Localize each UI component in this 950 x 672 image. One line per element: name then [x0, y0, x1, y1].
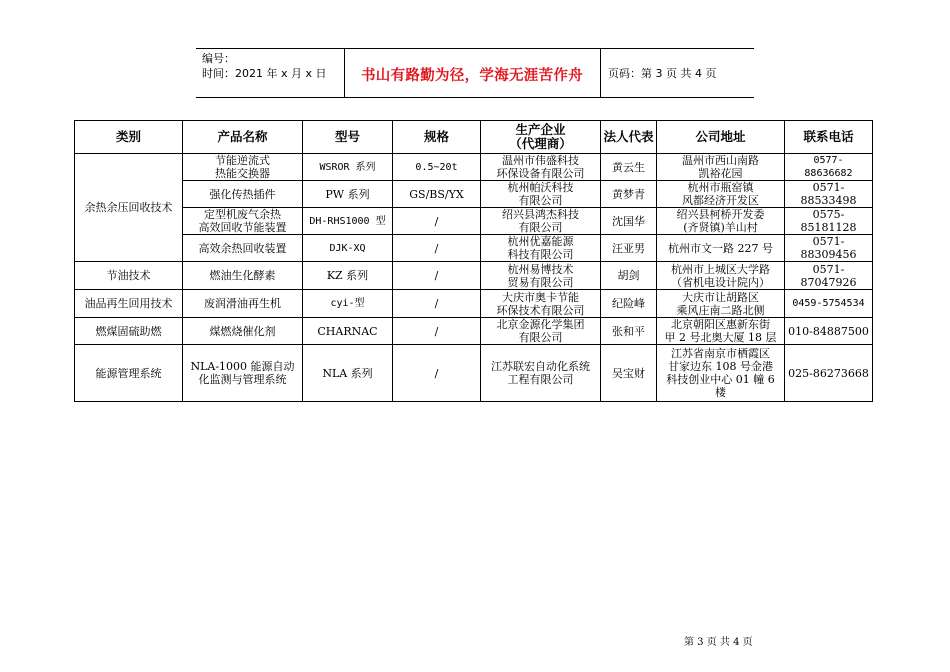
model-cell: KZ 系列	[303, 262, 393, 290]
document-time-label: 时间：2021 年 x 月 x 日	[202, 67, 327, 80]
product-name-cell: 节能逆流式 热能交换器	[183, 154, 303, 181]
legal-rep-cell: 吴宝财	[601, 345, 657, 402]
address-cell: 北京朝阳区惠新东街 甲 2 号北奥大厦 18 层	[657, 318, 785, 345]
product-name-cell: 燃油生化酵素	[183, 262, 303, 290]
table-row	[75, 290, 873, 318]
spec-cell: /	[393, 345, 481, 402]
header-meta	[202, 51, 327, 81]
legal-rep-cell: 纪险峰	[601, 290, 657, 318]
manufacturer-cell: 江苏联宏自动化系统 工程有限公司	[481, 345, 601, 402]
product-name-cell: 强化传热插件	[183, 181, 303, 208]
legal-rep-cell: 黄梦青	[601, 181, 657, 208]
product-table	[74, 120, 873, 402]
address-cell: 杭州市文一路 227 号	[657, 235, 785, 262]
address-cell: 江苏省南京市栖霞区 甘家边东 108 号金港 科技创业中心 01 幢 6 楼	[657, 345, 785, 402]
table-header-row	[75, 121, 873, 154]
category-cell: 油品再生回用技术	[75, 290, 183, 318]
category-cell: 燃煤固硫助燃	[75, 318, 183, 345]
model-cell: WSROR 系列	[303, 154, 393, 181]
manufacturer-cell: 大庆市奥卡节能 环保技术有限公司	[481, 290, 601, 318]
phone-cell: 010-84887500	[785, 318, 873, 345]
header-motto: 书山有路勤为径，学海无涯苦作舟	[361, 68, 583, 84]
spec-cell: /	[393, 235, 481, 262]
table-row	[75, 208, 873, 235]
model-cell: DJK-XQ	[303, 235, 393, 262]
column-header-spec: 规格	[393, 121, 481, 154]
category-cell: 余热余压回收技术	[75, 154, 183, 262]
table-row	[75, 345, 873, 402]
address-cell: 杭州市瓶窑镇 风都经济开发区	[657, 181, 785, 208]
table-row	[75, 262, 873, 290]
phone-cell: 0571-88533498	[785, 181, 873, 208]
product-name-cell: 定型机废气余热 高效回收节能装置	[183, 208, 303, 235]
product-name-cell: 废润滑油再生机	[183, 290, 303, 318]
spec-cell: /	[393, 318, 481, 345]
manufacturer-cell: 温州市伟盛科技 环保设备有限公司	[481, 154, 601, 181]
page-header	[196, 48, 754, 98]
legal-rep-cell: 张和平	[601, 318, 657, 345]
spec-cell: /	[393, 290, 481, 318]
spec-cell: /	[393, 208, 481, 235]
model-cell: DH-RHS1000 型	[303, 208, 393, 235]
column-header-category: 类别	[75, 121, 183, 154]
category-cell: 能源管理系统	[75, 345, 183, 402]
category-cell: 节油技术	[75, 262, 183, 290]
legal-rep-cell: 黄云生	[601, 154, 657, 181]
table-row	[75, 235, 873, 262]
page-footer: 第 3 页 共 4 页	[684, 637, 753, 648]
manufacturer-cell: 杭州优嘉能源 科技有限公司	[481, 235, 601, 262]
product-name-cell: 高效余热回收装置	[183, 235, 303, 262]
address-cell: 绍兴县柯桥开发委 (齐贤镇)羊山村	[657, 208, 785, 235]
phone-cell: 0571-88309456	[785, 235, 873, 262]
header-page-number: 页码：第 3 页 共 4 页	[608, 67, 717, 80]
phone-cell: 0577- 88636682	[785, 154, 873, 181]
spec-cell: GS/BS/YX	[393, 181, 481, 208]
phone-cell: 0459-5754534	[785, 290, 873, 318]
column-header-product-name: 产品名称	[183, 121, 303, 154]
phone-cell: 025-86273668	[785, 345, 873, 402]
model-cell: CHARNAC	[303, 318, 393, 345]
product-name-cell: 煤燃烧催化剂	[183, 318, 303, 345]
header-divider	[600, 49, 601, 97]
manufacturer-cell: 杭州帕沃科技 有限公司	[481, 181, 601, 208]
phone-cell: 0575-85181128	[785, 208, 873, 235]
manufacturer-cell: 北京金源化学集团 有限公司	[481, 318, 601, 345]
column-header-address: 公司地址	[657, 121, 785, 154]
address-cell: 杭州市上城区大学路 （省机电设计院内）	[657, 262, 785, 290]
table-body	[75, 154, 873, 402]
model-cell: PW 系列	[303, 181, 393, 208]
table-row	[75, 318, 873, 345]
product-name-cell: NLA-1000 能源自动 化监测与管理系统	[183, 345, 303, 402]
table-row	[75, 181, 873, 208]
legal-rep-cell: 汪亚男	[601, 235, 657, 262]
legal-rep-cell: 胡剑	[601, 262, 657, 290]
address-cell: 大庆市让胡路区 乘风庄南二路北侧	[657, 290, 785, 318]
column-header-legal-rep: 法人代表	[601, 121, 657, 154]
model-cell: NLA 系列	[303, 345, 393, 402]
manufacturer-cell: 杭州易博技术 贸易有限公司	[481, 262, 601, 290]
phone-cell: 0571-87047926	[785, 262, 873, 290]
column-header-phone: 联系电话	[785, 121, 873, 154]
model-cell: cyi-型	[303, 290, 393, 318]
spec-cell: 0.5~20t	[393, 154, 481, 181]
table-row	[75, 154, 873, 181]
column-header-model: 型号	[303, 121, 393, 154]
legal-rep-cell: 沈国华	[601, 208, 657, 235]
address-cell: 温州市西山南路 凯裕花园	[657, 154, 785, 181]
document-number-label: 编号：	[202, 52, 235, 65]
manufacturer-cell: 绍兴县鸿杰科技 有限公司	[481, 208, 601, 235]
column-header-manufacturer: 生产企业 （代理商）	[481, 121, 601, 154]
spec-cell: /	[393, 262, 481, 290]
